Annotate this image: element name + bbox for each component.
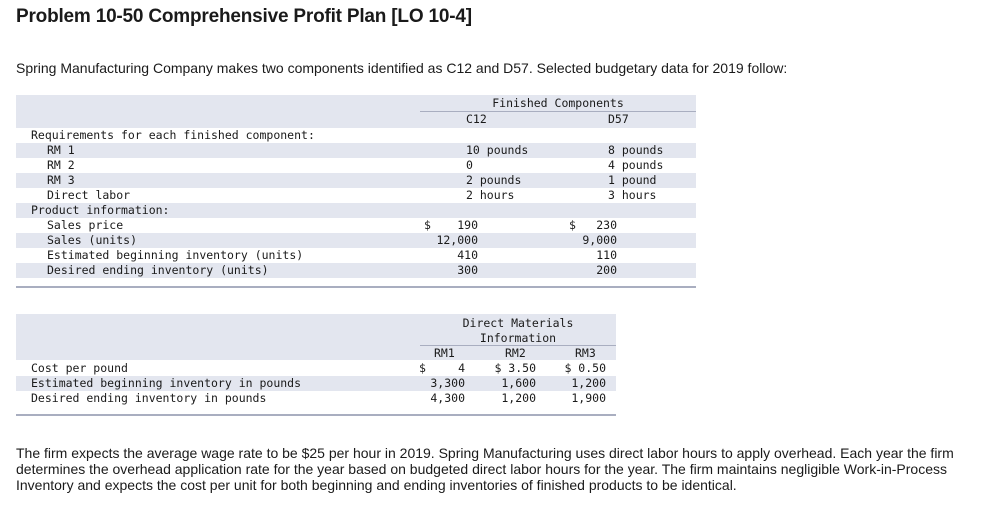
cell-labor-c12: 2 hours [466, 188, 515, 202]
row-label-rm3: RM 3 [47, 173, 75, 187]
cell-beg-c12: 410 [457, 248, 478, 262]
cell-price-c12: 190 [457, 218, 478, 232]
cell-rm2-d57: 4 pounds [608, 158, 664, 172]
row-label-beginning-inventory: Estimated beginning inventory (units) [47, 248, 304, 262]
problem-title: Problem 10-50 Comprehensive Profit Plan [LO 10-4] [16, 6, 472, 27]
row-label-rm2: RM 2 [47, 158, 75, 172]
column-header-rm1: RM1 [434, 346, 455, 360]
cell-beg-d57: 110 [596, 248, 617, 262]
section-requirements-label: Requirements for each finished component: [31, 128, 315, 142]
cell-beg-rm3: 1,200 [571, 376, 606, 390]
direct-materials-header-line1: Direct Materials [462, 316, 574, 330]
cell-price-d57-dollar: $ [569, 218, 576, 232]
cell-beg-rm1: 3,300 [430, 376, 465, 390]
table1-row-shade [16, 143, 696, 158]
row-label-rm1: RM 1 [47, 143, 75, 157]
cell-labor-d57: 3 hours [608, 188, 657, 202]
column-header-c12: C12 [466, 112, 487, 126]
row-label-sales-units: Sales (units) [47, 233, 138, 247]
row-label-ending-pounds: Desired ending inventory in pounds [31, 391, 267, 405]
footer-paragraph: The firm expects the average wage rate to be $25 per hour in 2019. Spring Manufacturing uses direct labor hours to apply overhead. Each year the firm determines the overhead application rate for the year based on budgeted direct labor hours for the year. The firm maintains negligible Work-in-Process Inventory and expects the cost per unit for both beginning and ending inventories of finished products to be identical. [16, 445, 954, 493]
cell-end-d57: 200 [596, 263, 617, 277]
cell-end-rm1: 4,300 [430, 391, 465, 405]
cell-rm3-d57: 1 pound [608, 173, 657, 187]
cell-units-d57: 9,000 [582, 233, 617, 247]
column-header-d57: D57 [608, 112, 629, 126]
cell-price-c12-dollar: $ [424, 218, 431, 232]
direct-materials-header-line2: Information [479, 331, 557, 345]
cell-end-rm3: 1,900 [571, 391, 606, 405]
table1-header-rule [420, 111, 696, 112]
table2-bottom-rule [16, 414, 616, 416]
cell-units-c12: 12,000 [436, 233, 478, 247]
cell-beg-rm2: 1,600 [501, 376, 536, 390]
row-label-beginning-pounds: Estimated beginning inventory in pounds [31, 376, 302, 390]
row-label-direct-labor: Direct labor [47, 188, 131, 202]
cell-end-rm2: 1,200 [501, 391, 536, 405]
table1-row-shade [16, 173, 696, 188]
row-label-cost-per-pound: Cost per pound [31, 361, 128, 375]
section-product-label: Product information: [31, 203, 170, 217]
table1-bottom-rule [16, 286, 696, 288]
cell-rm1-d57: 8 pounds [608, 143, 664, 157]
cell-cost-rm3: $ 0.50 [564, 361, 606, 375]
cell-rm2-c12: 0 [466, 158, 473, 172]
column-header-rm2: RM2 [505, 346, 526, 360]
intro-text: Spring Manufacturing Company makes two components identified as C12 and D57. Selected budgetary data for 2019 follow: [16, 60, 788, 76]
cell-rm1-c12: 10 pounds [466, 143, 529, 157]
row-label-ending-inventory: Desired ending inventory (units) [47, 263, 269, 277]
cell-rm3-c12: 2 pounds [466, 173, 522, 187]
cell-cost-rm1: 4 [458, 361, 465, 375]
cell-price-d57: 230 [596, 218, 617, 232]
cell-cost-rm2: $ 3.50 [494, 361, 536, 375]
cell-end-c12: 300 [457, 263, 478, 277]
column-header-rm3: RM3 [575, 346, 596, 360]
cell-cost-rm1-dollar: $ [419, 361, 426, 375]
row-label-sales-price: Sales price [47, 218, 124, 232]
finished-components-header: Finished Components [492, 96, 624, 110]
